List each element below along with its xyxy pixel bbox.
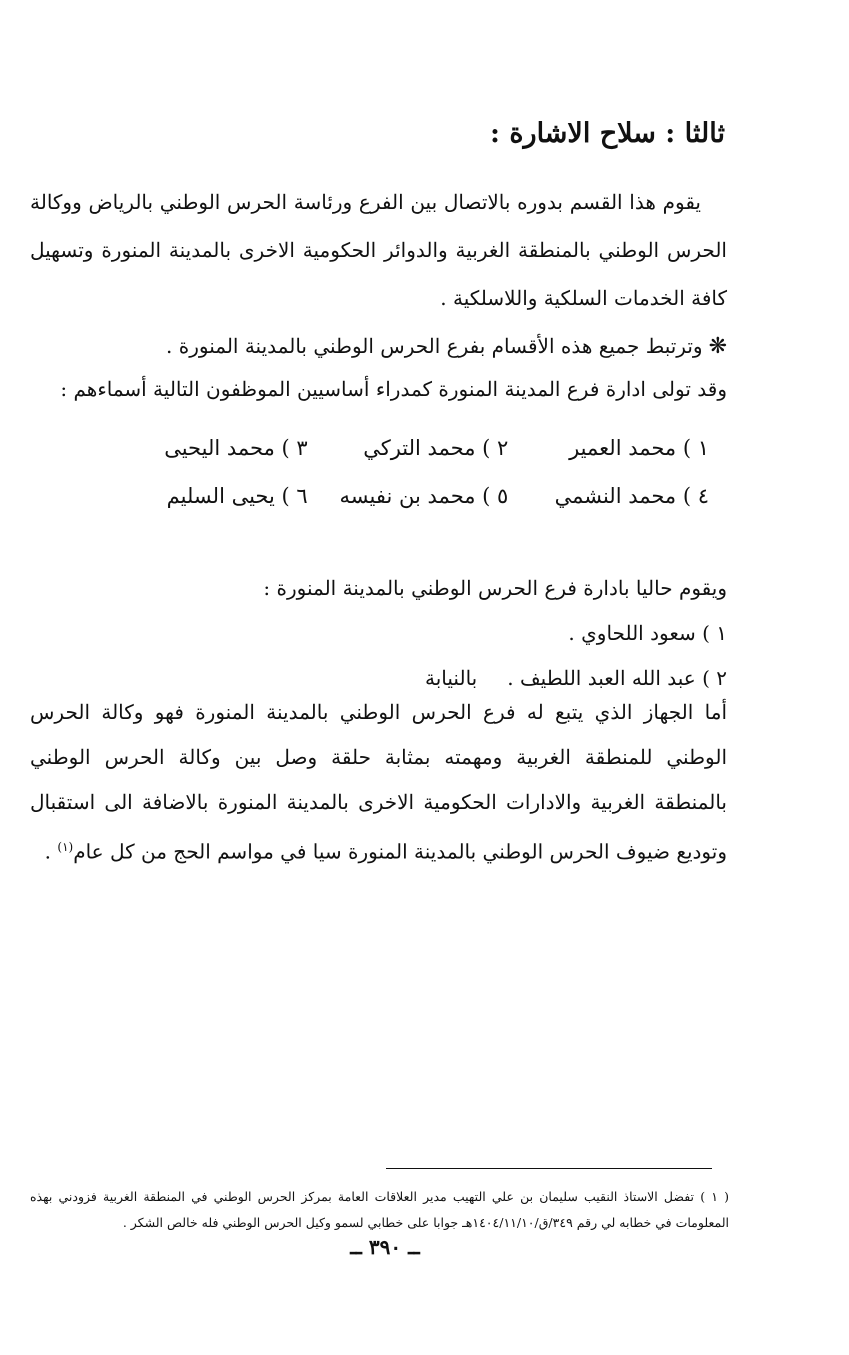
- director-name: ٤ ) محمد النشمي: [554, 484, 709, 508]
- directors-intro: وقد تولى ادارة فرع المدينة المنورة كمدراء أساسيين الموظفون التالية أسماءهم :: [60, 377, 727, 401]
- current-manager-line: [30, 611, 727, 656]
- current-manager-name: ١ ) سعود اللحاوي .: [568, 621, 727, 645]
- star-paragraph-text: وترتبط جميع هذه الأقسام بفرع الحرس الوطني بالمدينة المنورة .: [166, 334, 703, 358]
- director-name: ٦ ) يحيى السليم: [166, 484, 308, 508]
- director-name: ٣ ) محمد اليحيى: [164, 436, 308, 460]
- device-paragraph-text: أما الجهاز الذي يتبع له فرع الحرس الوطني بالمدينة المنورة فهو وكالة الحرس الوطني للمنطقة الغربية ومهمته بمثابة حلقة وصل بين وكالة الحرس الوطني بالمنطقة الغربية والادارات الحكومية الاخرى بالمدينة المنورة بالاضافة الى استقبال وتوديع ضيوف الحرس الوطني بالمدينة المنورة سيا في مواسم الحج من كل عام: [30, 700, 727, 864]
- current-manager-note: بالنيابة: [425, 666, 478, 690]
- director-name: ٢ ) محمد التركي: [363, 436, 509, 460]
- current-manager-name: ٢ ) عبد الله العبد اللطيف .: [507, 666, 727, 690]
- star-paragraph: [30, 322, 727, 371]
- directors-row: [110, 472, 709, 520]
- footnote-marker: (١): [57, 840, 74, 854]
- device-paragraph-end: .: [44, 839, 58, 864]
- current-intro: ويقوم حاليا بادارة فرع الحرس الوطني بالمدينة المنورة :: [263, 576, 727, 600]
- device-block: [30, 690, 727, 875]
- director-name: ١ ) محمد العمير: [569, 436, 709, 460]
- star-bullet-icon: ❋: [708, 334, 727, 359]
- page-number: ــ ٣٩٠ ــ: [350, 1235, 420, 1259]
- directors-list: [110, 424, 709, 520]
- current-managers-block: [30, 566, 727, 701]
- device-paragraph: [30, 690, 727, 875]
- intro-paragraph: يقوم هذا القسم بدوره بالاتصال بين الفرع ورئاسة الحرس الوطني بالرياض ووكالة الحرس الوطني بالمنطقة الغربية والدوائر الحكومية الاخرى بالمدينة المنورة وتسهيل كافة الخدمات السلكية واللاسلكية .: [30, 190, 727, 310]
- director-name: ٥ ) محمد بن نفيسه: [339, 484, 509, 508]
- footnote: ( ١ ) تفضل الاستاذ النقيب سليمان بن علي التهيب مدير العلاقات العامة بمركز الحرس الوطني في المنطقة الغربية فزودني بهذه المعلومات في خطابه لي رقم ٣٤٩/ق/١٤٠٤/١١/١٠هـ جوابا على خطابي لسمو وكيل الحرس الوطني فله خالص الشكر .: [30, 1189, 729, 1230]
- directors-row: [110, 424, 709, 472]
- footnote-divider: [386, 1168, 712, 1169]
- intro-block: [30, 178, 727, 407]
- section-heading: ثالثا : سلاح الاشارة :: [490, 118, 725, 149]
